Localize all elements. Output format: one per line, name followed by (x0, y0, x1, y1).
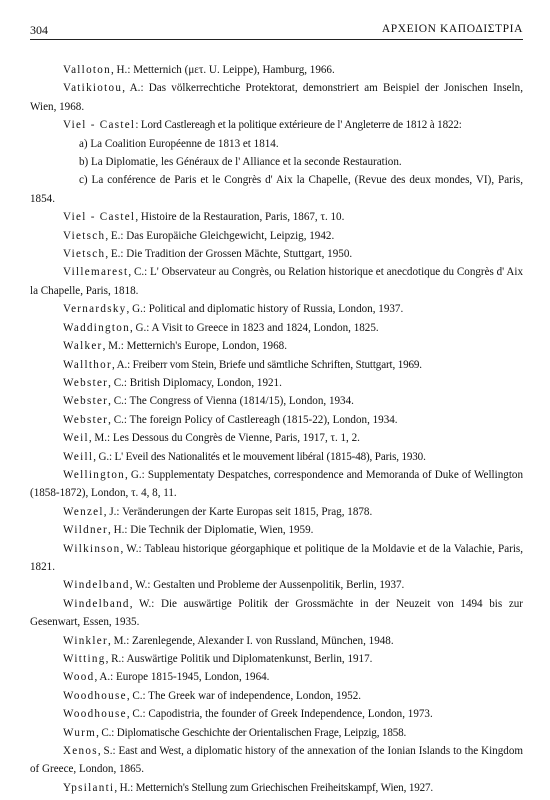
bibliography-entry (30, 208, 523, 226)
entry-author: Weil (63, 432, 89, 445)
entry-details: , A.: Das völkerrechtiche Protektorat, demonstriert am Beispiel der Jonischen Inseln, Wien, 1968. (30, 82, 523, 113)
entry-details: , G.: Political and diplomatic history of Russia, London, 1937. (126, 303, 404, 316)
entry-author: Witting (63, 653, 106, 665)
bibliography-entry (30, 742, 523, 779)
entry-author: Windelband (63, 597, 130, 610)
entry-author: Webster (63, 376, 109, 389)
entry-details: , C.: The Congress of Vienna (1814/15), London, 1934. (108, 395, 354, 408)
bibliography-entry (30, 448, 523, 466)
entry-details: , G.: A Visit to Greece in 1823 and 1824, London, 1825. (129, 321, 379, 334)
page-number: 304 (30, 23, 48, 37)
entry-details: , C.: L' Observateur au Congrès, ou Relation historique et anecdotique du Congrès d' Aix la Chapelle, Paris, 1818. (30, 266, 523, 297)
bibliography-entry (30, 687, 523, 705)
entry-author: Wildner (63, 524, 109, 537)
entry-author: Vernardsky (63, 303, 127, 316)
entry-author: Wellington (63, 468, 126, 481)
entry-details: , C.: The Greek war of independence, London, 1952. (126, 689, 362, 702)
bibliography-entry (30, 540, 523, 577)
bibliography-entry (30, 779, 523, 797)
entry-details: , C.: Diplomatische Geschichte der Orientalischen Frage, Leipzig, 1858. (96, 726, 407, 739)
entry-details: , A.: Freiberr vom Stein, Briefe und sämtliche Schriften, Stuttgart, 1969. (111, 358, 422, 371)
entry-author: Viel - Castel (63, 211, 136, 224)
bibliography-entry (30, 374, 523, 392)
bibliography-entry (30, 79, 523, 116)
entry-details: , M.: Les Dessous du Congrès de Vienne, Paris, 1917, τ. 1, 2. (88, 432, 360, 445)
bibliography-entry (30, 411, 523, 429)
entry-details: , H.: Metternich's Stellung zum Griechischen Freiheitskampf, Wien, 1927. (114, 781, 434, 794)
entry-details: , W.: Tableau historique géorgaphique et politique de la Moldavie et de la Valachie, Paris, 1821. (30, 542, 523, 573)
entry-subitem: a) La Coalition Européenne de 1813 et 1814. (79, 137, 279, 150)
entry-author: Waddington (63, 321, 130, 334)
bibliography-entry (30, 263, 523, 300)
running-title: ΑΡΧΕΙΟΝ ΚΑΠΟΔΙΣΤΡΙΑ (381, 23, 523, 35)
entry-details: , G.: Supplementaty Despatches, correspondence and Memoranda of Duke of Wellington (1858-1872), London, τ. 4, 8, 11. (30, 468, 523, 500)
bibliography-entry (30, 116, 523, 134)
bibliography-entry (30, 300, 523, 318)
bibliography-entry (30, 576, 523, 594)
bibliography-entry (30, 227, 523, 245)
entry-author: Villemarest (63, 266, 129, 279)
entry-author: Wurm (63, 726, 97, 739)
entry-subitem: b) La Diplomatie, les Généraux de l' Alliance et la seconde Restauration. (79, 156, 402, 169)
bibliography-entry (30, 632, 523, 650)
entry-details: , C.: The foreign Policy of Castlereagh (1815-22), London, 1934. (108, 413, 398, 426)
entry-author: Wilkinson (63, 542, 121, 555)
entry-author: Webster (63, 395, 109, 408)
page-header (30, 21, 523, 40)
entry-details: , H.: Metternich (μετ. U. Leippe), Hamburg, 1966. (111, 64, 335, 76)
bibliography-entry (30, 319, 523, 337)
bibliography-entry (30, 245, 523, 263)
entry-details: , M.: Metternich's Europe, London, 1968. (102, 340, 287, 353)
bibliography-entry (30, 503, 523, 521)
entry-author: Woodhouse (63, 708, 127, 721)
entry-details: , H.: Die Technik der Diplomatie, Wien, 1959. (108, 524, 314, 537)
bibliography-entry (30, 595, 523, 632)
entry-author: Xenos (63, 745, 98, 758)
entry-details: , W.: Die auswärtige Politik der Grossmächte in der Neuzeit von 1494 bis zur Gesenwart, Essen, 1935. (30, 597, 523, 629)
entry-details: , A.: Europe 1815-1945, London, 1964. (94, 671, 270, 684)
entry-author: Wallthor (63, 358, 112, 371)
bibliography-entry (30, 356, 523, 374)
bibliography-list (30, 61, 523, 797)
entry-details: , J.: Veränderungen der Karte Europas seit 1815, Prag, 1878. (103, 505, 373, 518)
entry-author: Ypsilanti (63, 781, 115, 794)
bibliography-entry (30, 705, 523, 723)
entry-author: Walker (63, 340, 103, 353)
bibliography-entry (30, 392, 523, 410)
entry-author: Valloton (63, 64, 111, 76)
bibliography-entry (30, 650, 523, 668)
entry-details: , E.: Das Europäiche Gleichgewicht, Leipzig, 1942. (105, 229, 335, 242)
bibliography-entry (30, 337, 523, 355)
bibliography-entry (30, 429, 523, 447)
entry-author: Wood (63, 671, 95, 684)
entry-author: Winkler (63, 634, 109, 647)
entry-author: Vietsch (63, 248, 106, 261)
bibliography-entry (30, 724, 523, 742)
entry-author: Woodhouse (63, 689, 127, 702)
entry-details: , Histoire de la Restauration, Paris, 1867, τ. 10. (135, 211, 345, 224)
bibliography-entry (30, 61, 523, 79)
bibliography-entry (30, 521, 523, 539)
entry-details: , S.: East and West, a diplomatic history of the annexation of the Ionian Islands to the Kingdom of Greece, London, 1865. (30, 745, 523, 776)
entry-details: , C.: British Diplomacy, London, 1921. (108, 376, 282, 389)
entry-author: Vatikiotou (63, 82, 123, 95)
entry-details: , G.: L' Eveil des Nationalités et le mouvement libéral (1815-48), Paris, 1930. (93, 450, 426, 463)
entry-subitem: c) La conférence de Paris et le Congrès d' Aix la Chapelle, (Revue des deux mondes, VI), Paris, 1854. (30, 174, 523, 205)
entry-details: : Lord Castlereagh et la politique extérieure de l' Angleterre de 1812 à 1822: (135, 119, 462, 132)
entry-author: Webster (63, 413, 109, 426)
entry-details: , R.: Auswärtige Politik und Diplomatenkunst, Berlin, 1917. (105, 653, 373, 665)
entry-author: Vietsch (63, 229, 106, 242)
entry-details: , E.: Die Tradition der Grossen Mächte, Stuttgart, 1950. (105, 248, 353, 261)
entry-author: Wenzel (63, 505, 104, 518)
bibliography-entry (30, 466, 523, 503)
entry-author: Windelband (63, 579, 130, 592)
entry-details: , W.: Gestalten und Probleme der Aussenpolitik, Berlin, 1937. (129, 579, 405, 592)
entry-author: Viel - Castel (63, 119, 136, 132)
bibliography-entry (30, 668, 523, 686)
entry-details: , M.: Zarenlegende, Alexander I. von Russland, München, 1948. (108, 634, 394, 647)
entry-details: , C.: Capodistria, the founder of Greek Independence, London, 1973. (126, 708, 433, 721)
entry-author: Weill (63, 450, 94, 463)
